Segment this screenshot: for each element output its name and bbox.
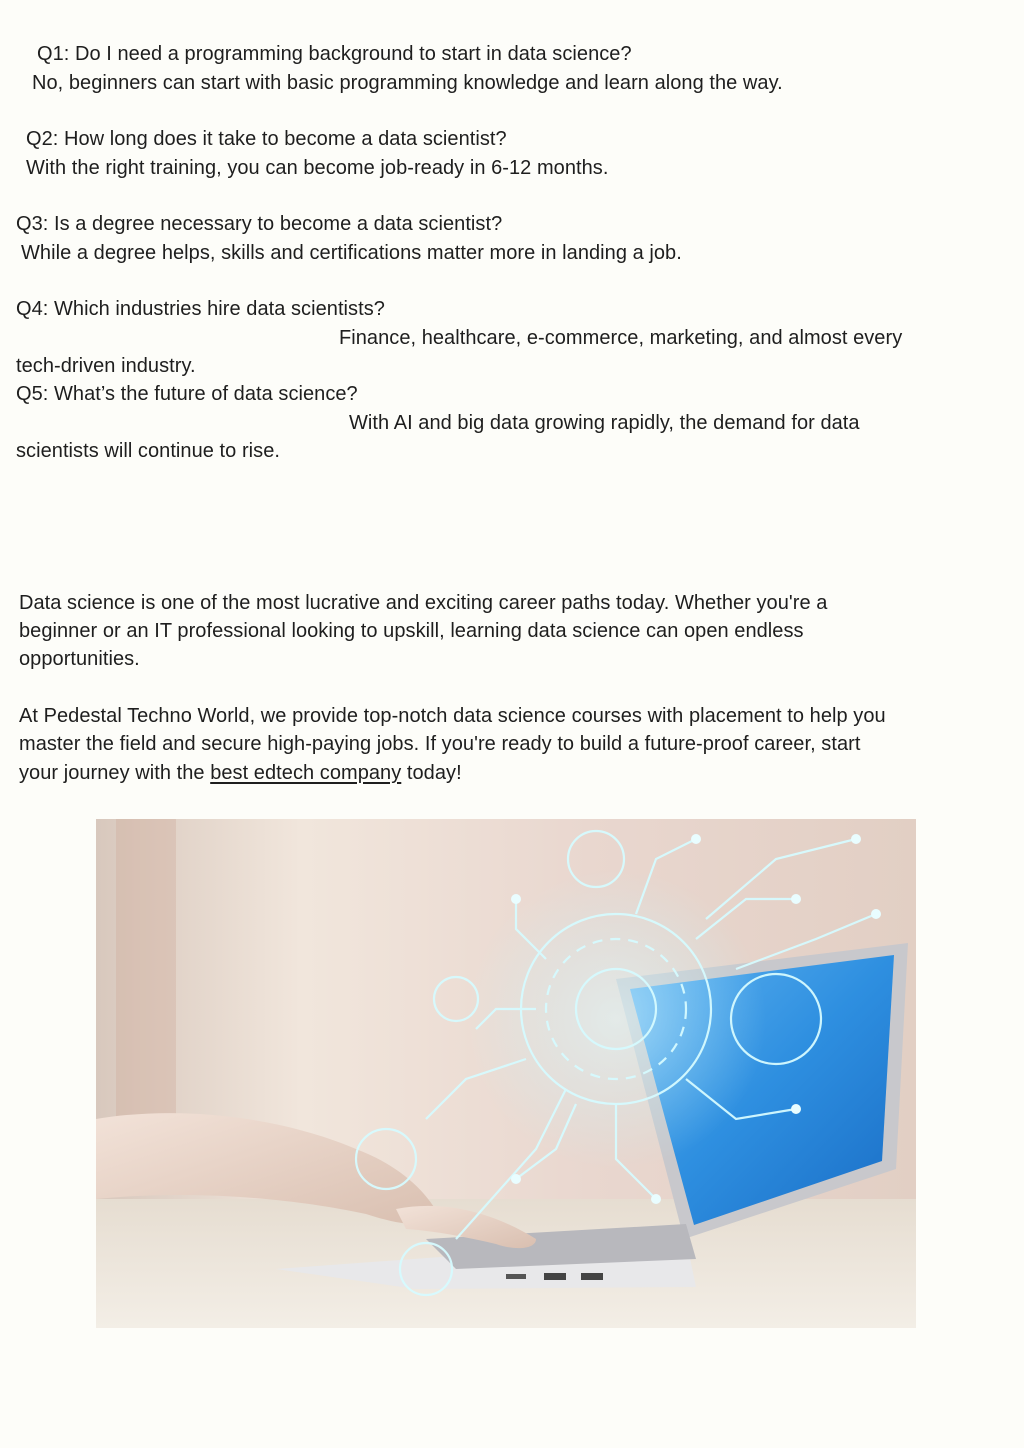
conclusion-p2-line1: At Pedestal Techno World, we provide top-notch data science courses with placement to help you [19, 705, 886, 727]
conclusion-p2-line3 [19, 759, 462, 787]
faq-q1-question: Q1: Do I need a programming background to start in data science? [37, 43, 632, 65]
conclusion-p1-line1: Data science is one of the most lucrative and exciting career paths today. Whether you're a [19, 592, 828, 614]
faq-q4-question: Q4: Which industries hire data scientists? [16, 298, 385, 320]
faq-q2-question: Q2: How long does it take to become a data scientist? [26, 128, 507, 150]
conclusion-p2-prefix: your journey with the [19, 762, 211, 784]
conclusion-p1-line3: opportunities. [19, 648, 140, 670]
faq-q5-answer-line1: With AI and big data growing rapidly, the demand for data [349, 412, 860, 434]
best-edtech-company-link[interactable]: best edtech company [210, 762, 402, 784]
conclusion-p2-suffix: today! [401, 762, 462, 784]
faq-q4-answer-line2: tech-driven industry. [16, 355, 196, 377]
faq-q3-question: Q3: Is a degree necessary to become a data scientist? [16, 213, 503, 235]
conclusion-p2-line2: master the field and secure high-paying jobs. If you're ready to build a future-proof career, start [19, 733, 861, 755]
faq-q5-answer-line2: scientists will continue to rise. [16, 440, 280, 462]
faq-q4-answer-line1: Finance, healthcare, e-commerce, marketing, and almost every [339, 327, 903, 349]
conclusion-p1-line2: beginner or an IT professional looking to upskill, learning data science can open endless [19, 620, 804, 642]
faq-q1-answer: No, beginners can start with basic programming knowledge and learn along the way. [32, 72, 783, 94]
faq-q2-answer: With the right training, you can become job-ready in 6-12 months. [26, 157, 609, 179]
faq-q5-question: Q5: What’s the future of data science? [16, 383, 358, 405]
faq-q3-answer: While a degree helps, skills and certifications matter more in landing a job. [21, 242, 682, 264]
laptop-data-hologram-photo [96, 819, 916, 1328]
